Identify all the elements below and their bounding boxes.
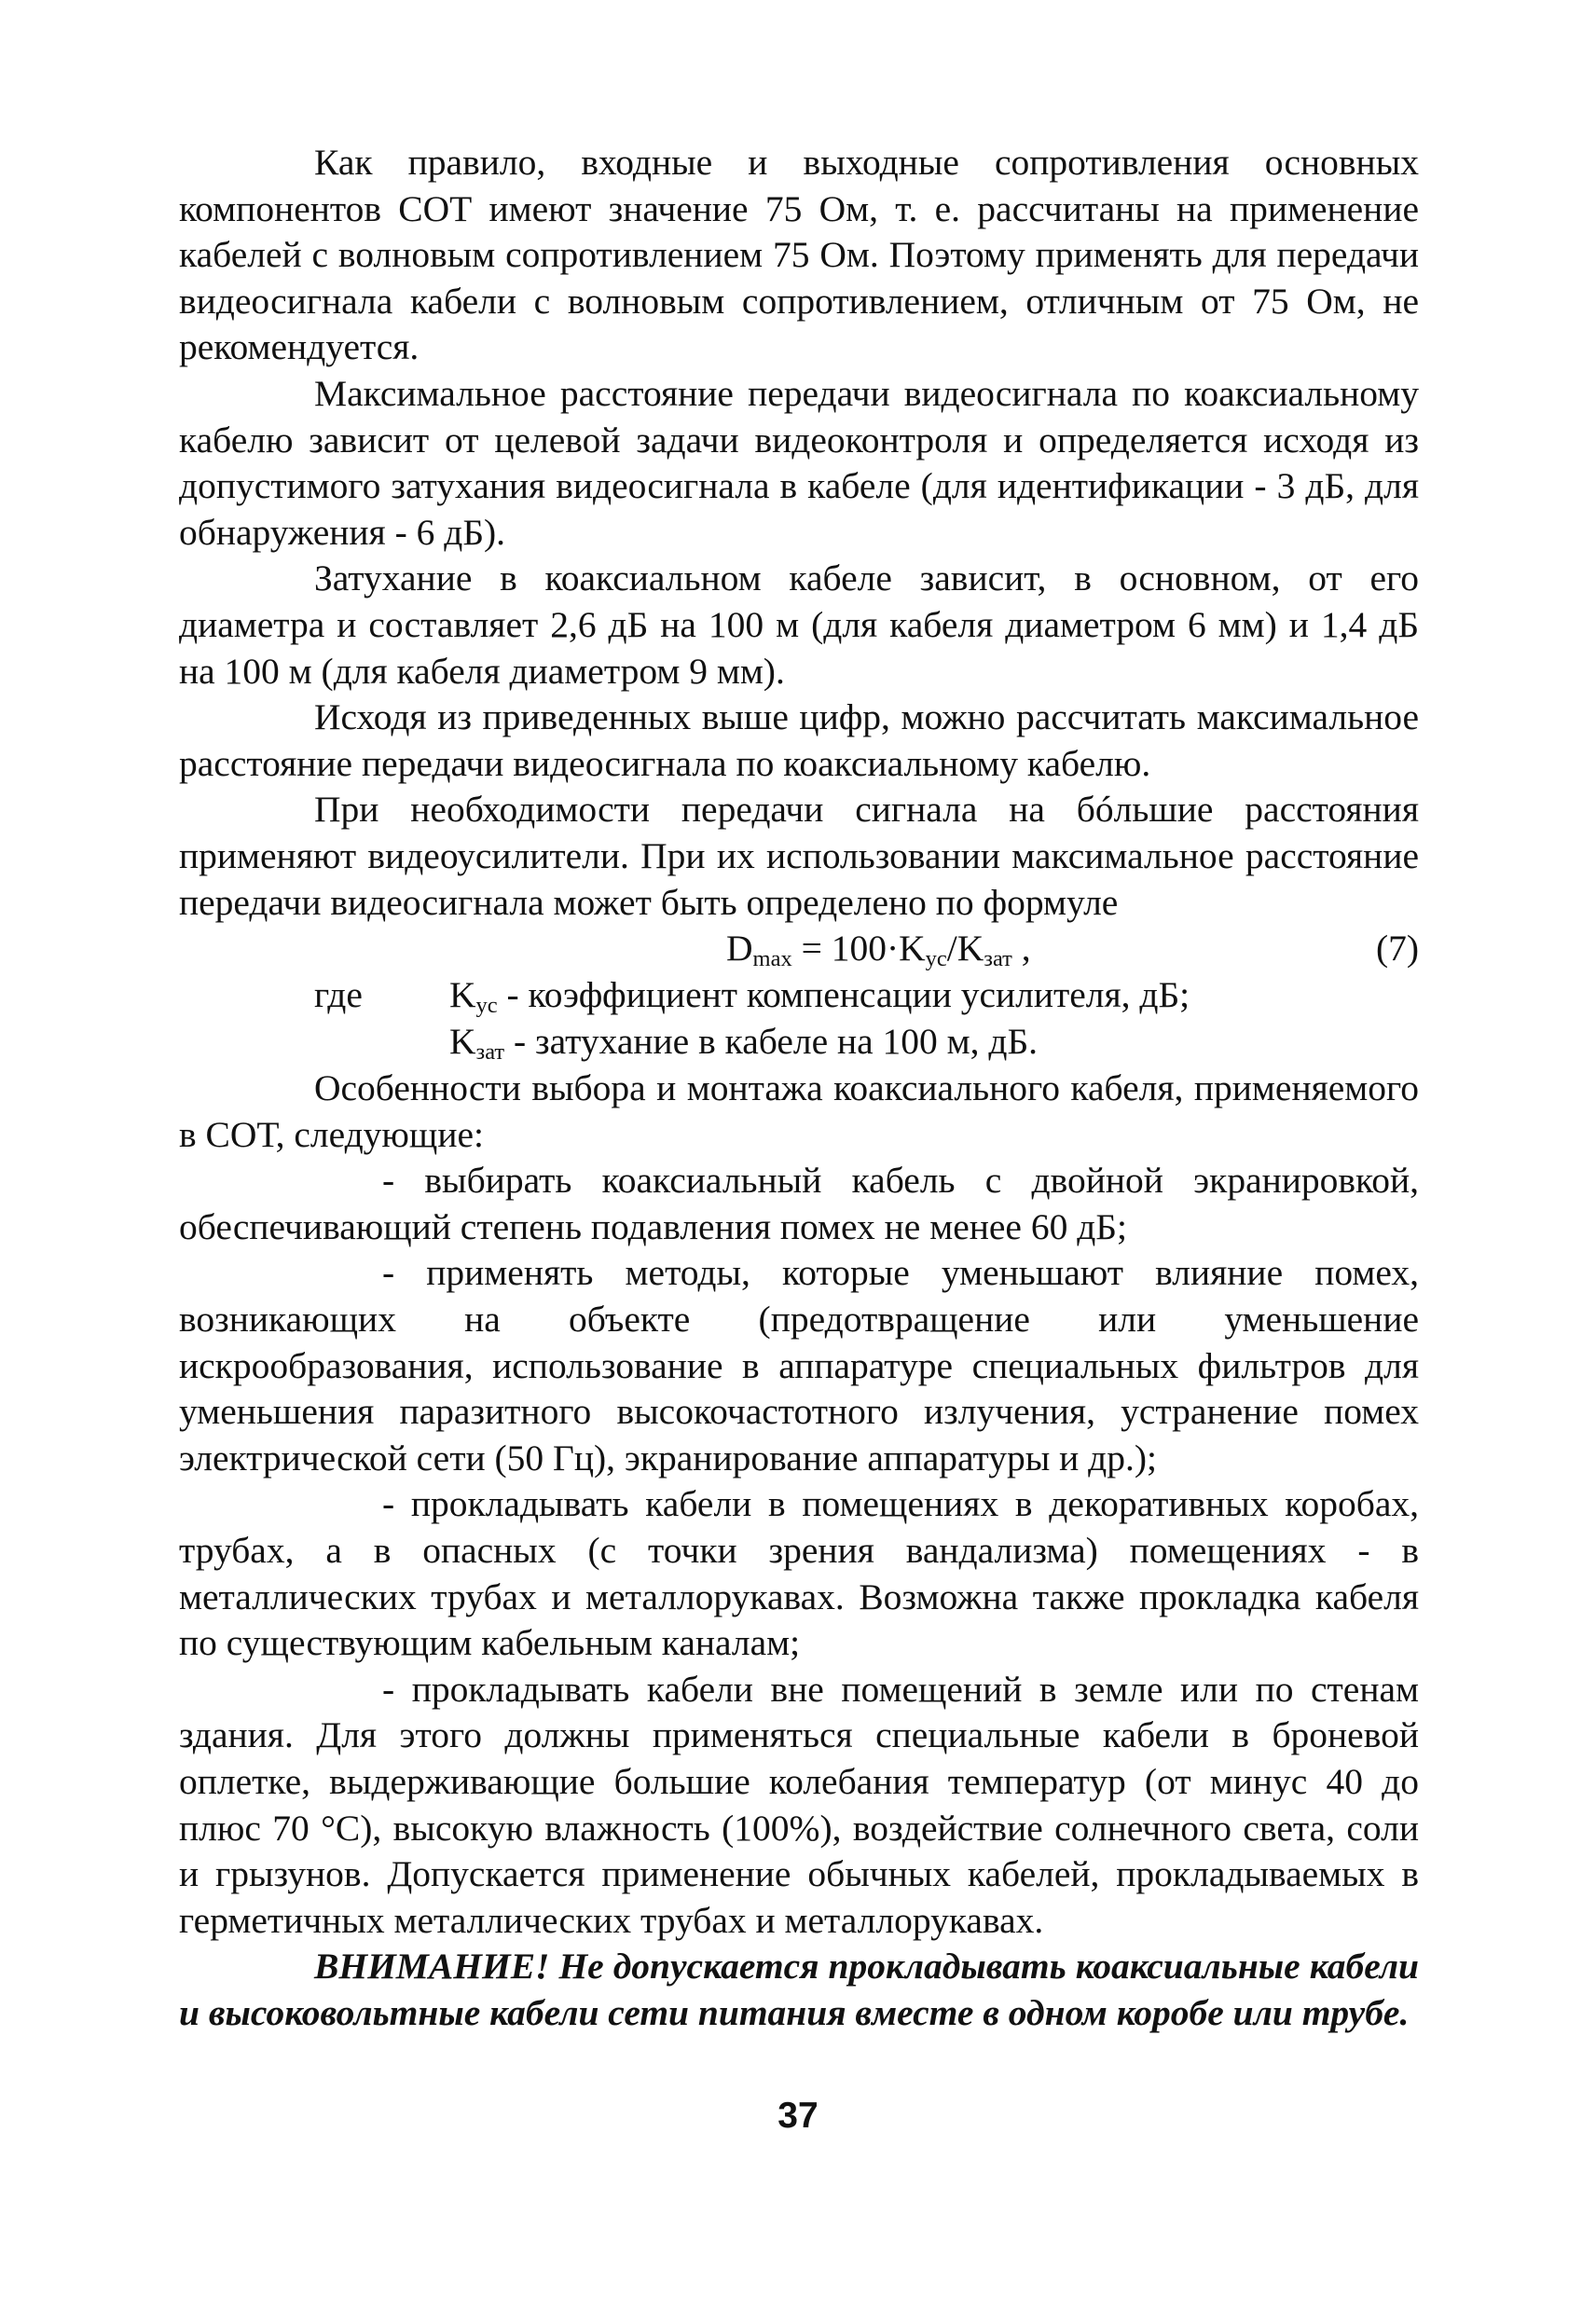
formula-lhs-subscript: max (752, 946, 792, 972)
definition-row-kzat (179, 1019, 1419, 1066)
kzat-subscript: зат (475, 1039, 505, 1066)
formula-line (179, 926, 1419, 972)
paragraph-amplifiers: При необходимости передачи сигнала на бóльшие расстояния применяют видеоусилители. При их использовании максимальное расстояние передачи видеосигнала может быть определено по формуле (179, 789, 1419, 923)
kus-description: - коэффициент компенсации усилителя, дБ; (497, 974, 1190, 1016)
formula-slash: /K (946, 928, 984, 970)
formula-lhs: D (726, 928, 753, 970)
kzat-symbol: K (449, 1021, 476, 1063)
paragraph-features-intro: Особенности выбора и монтажа коаксиального кабеля, применяемого в СОТ, следующие: (179, 1067, 1419, 1155)
definition-kzat (449, 1019, 1038, 1066)
body-text (179, 140, 1419, 2037)
paragraph-impedance: Как правило, входные и выходные сопротивления основных компонентов СОТ имеют значение 75 Ом, т. е. рассчитаны на применение кабелей с волновым сопротивлением 75 Ом. Поэтому применять для передачи видеосигнала кабели с волновым сопротивлением, отличным от 75 Ом, не рекомендуется. (179, 142, 1419, 368)
list-item-indoor-routing: - прокладывать кабели в помещениях в декоративных коробах, трубах, а в опасных (с точки зрения вандализма) помещениях - в металлических трубах и металлорукавах. Возможна также прокладка кабеля по существующим кабельным каналам; (179, 1483, 1419, 1664)
page-number: 37 (777, 2096, 819, 2136)
paragraph-attenuation: Затухание в коаксиальном кабеле зависит, в основном, от его диаметра и составляет 2,6 дБ на 100 м (для кабеля диаметром 6 мм) и 1,4 дБ на 100 м (для кабеля диаметром 9 мм). (179, 557, 1419, 692)
equation-number: (7) (1375, 928, 1419, 970)
formula-mid: = 100·K (791, 928, 926, 970)
list-item-shielding: - выбирать коаксиальный кабель с двойной экранировкой, обеспечивающий степень подавления помех не менее 60 дБ; (179, 1160, 1419, 1247)
definition-kus (449, 972, 1190, 1019)
kus-symbol: K (449, 974, 476, 1016)
where-label: где (314, 974, 363, 1016)
kus-subscript: ус (475, 993, 498, 1019)
warning-note: ВНИМАНИЕ! Не допускается прокладывать коаксиальные кабели и высоковольтные кабели сети питания вместе в одном коробе или трубе. (179, 1946, 1419, 2033)
formula-tail: , (1011, 928, 1031, 970)
definition-row-kus (179, 972, 1419, 1019)
formula-expression (726, 926, 1031, 972)
list-item-outdoor-routing: - прокладывать кабели вне помещений в земле или по стенам здания. Для этого должны применяться специальные кабели в броневой оплетке, выдерживающие большие колебания температур (от минус 40 до плюс 70 °С), высокую влажность (100%), воздействие солнечного света, соли и грызунов. Допускается применение обычных кабелей, прокладываемых в герметичных металлических трубах и металлорукавах. (179, 1668, 1419, 1941)
paragraph-calculation: Исходя из приведенных выше цифр, можно рассчитать максимальное расстояние передачи видеосигнала по коаксиальному кабелю. (179, 696, 1419, 784)
list-item-interference: - применять методы, которые уменьшают влияние помех, возникающих на объекте (предотвращение или уменьшение искрообразования, использование в аппаратуре специальных фильтров для уменьшения паразитного высокочастотного излучения, устранение помех электрической сети (50 Гц), экранирование аппаратуры и др.); (179, 1252, 1419, 1479)
formula-subscript-us: ус (925, 946, 947, 972)
paragraph-max-distance: Максимальное расстояние передачи видеосигнала по коаксиальному кабелю зависит от целевой задачи видеоконтроля и определяется исходя из допустимого затухания видеосигнала в кабеле (для идентификации - 3 дБ, для обнаружения - 6 дБ). (179, 372, 1419, 553)
kzat-description: - затухание в кабеле на 100 м, дБ. (504, 1021, 1039, 1063)
formula-subscript-zat: зат (984, 946, 1012, 972)
